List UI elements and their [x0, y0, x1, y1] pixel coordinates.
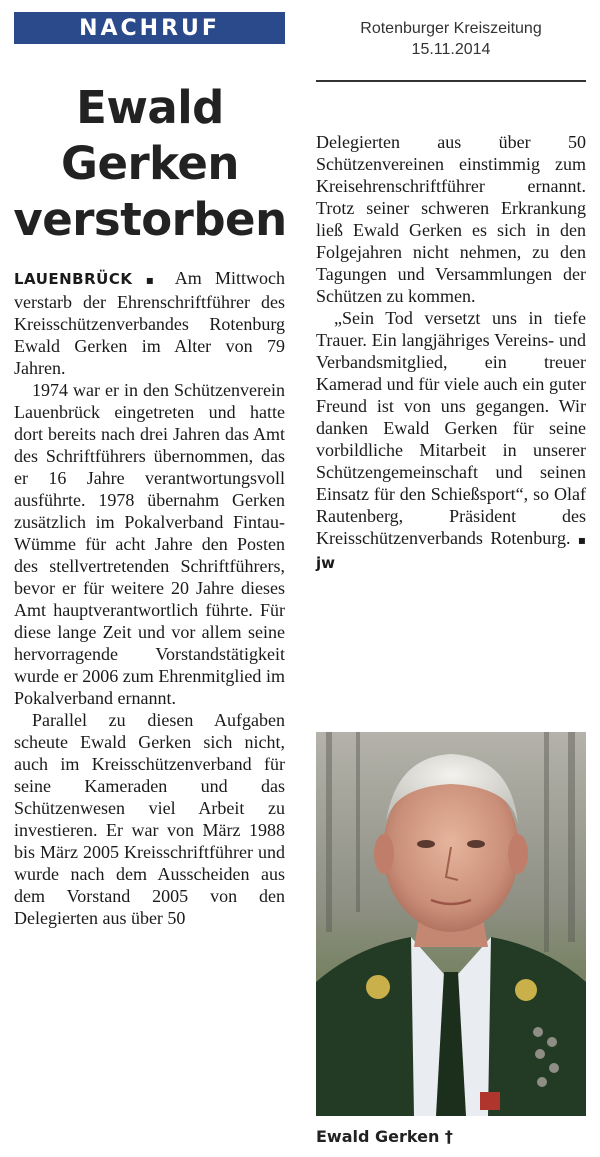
article-column-2 — [316, 131, 586, 574]
article-column-1 — [14, 267, 285, 929]
dateline: LAUENBRÜCK — [14, 270, 133, 288]
publication-date: 15.11.2014 — [411, 41, 491, 58]
source-info — [316, 18, 586, 60]
paragraph-4 — [316, 307, 586, 574]
portrait-illustration — [316, 732, 586, 1116]
paragraph-3-continued: Delegierten aus über 50 Schützenvereinen einstimmig zum Kreisehrenschriftführer ernannt. Trotz seiner schweren Erkrankung ließ Ewald Gerken es sich in den Folgejahren nicht nehmen, zu den Tagungen und Versammlungen der Schützen zu kommen. — [316, 132, 586, 306]
divider-rule — [316, 80, 586, 82]
paragraph-1 — [14, 267, 285, 379]
author-separator: ▪ — [577, 533, 586, 547]
paragraph-2: 1974 war er in den Schützenverein Lauenbrück eingetreten und hatte dort bereits nach drei Jahren das Amt des Schriftführers übernommen, das er 16 Jahre verantwortungsvoll ausführte. 1978 übernahm Gerken zusätzlich im Pokalverband Fintau-Wümme für acht Jahre den Posten des stellvertretenden Schriftführers, bevor er für weitere 20 Jahre dieses Amt hauptverantwortlich führte. Für diese lange Zeit und vor allem seine hervorragende Vorstandstätigkeit wurde er 2006 zum Ehrenmitglied im Pokalverband ernannt. — [14, 380, 285, 708]
photo-caption: Ewald Gerken † — [316, 1127, 453, 1146]
headline-line-2: Gerken — [61, 137, 239, 190]
headline — [8, 80, 292, 248]
headline-line-3: verstorben — [13, 193, 287, 246]
paragraph-3-start: Parallel zu diesen Aufgaben scheute Ewald Gerken sich nicht, auch im Kreisschützenverband für seine Kameraden und das Schützenwesen viel Arbeit zu investieren. Er war von März 1988 bis März 2005 Kreisschriftführer und wurde nach dem Ausscheiden aus dem Vorstand 2005 von den Delegierten aus über 50 — [14, 710, 285, 928]
paragraph-4-text: „Sein Tod versetzt uns in tiefe Trauer. Ein langjähriges Vereins- und Verbandsmitglied, ein treuer Kamerad und für viele auch ein guter Freund ist von uns gegangen. Wir danken Ewald Gerken für seine vorbildliche Mitarbeit in unserer Schützengemeinschaft und seinen Einsatz für den Schießsport“, so Olaf Rautenberg, Präsident des Kreisschützenverbands Rotenburg. — [316, 308, 586, 548]
portrait-photo — [316, 732, 586, 1116]
headline-line-1: Ewald — [76, 81, 224, 134]
newspaper-name: Rotenburger Kreiszeitung — [360, 20, 542, 37]
paragraph-1-text: Am Mittwoch verstarb der Ehrenschriftführer des Kreisschützenverbandes Rotenburg Ewald Gerken im Alter von 79 Jahren. — [14, 268, 286, 378]
author-initials: jw — [316, 554, 335, 572]
dateline-separator: ▪ — [145, 273, 163, 287]
section-kicker: NACHRUF — [14, 12, 285, 44]
